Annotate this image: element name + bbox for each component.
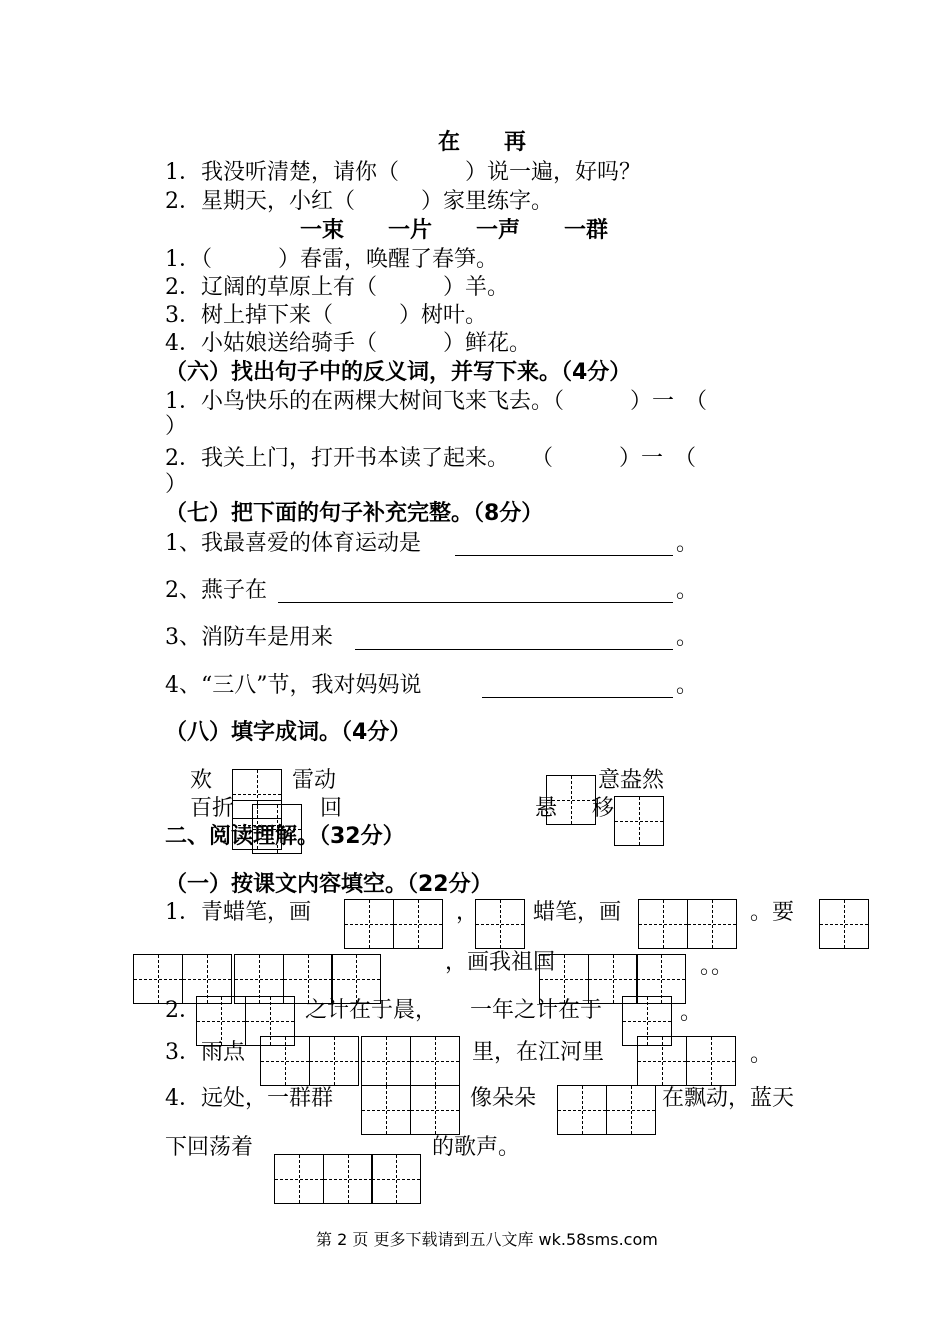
- tianzige-grid[interactable]: [614, 796, 663, 846]
- choice1-item-1: 1．我没听清楚，请你（ ）说一遍，好吗？: [165, 160, 641, 185]
- fill-1-e: ，画我祖国: [445, 950, 556, 975]
- tianzige-grid[interactable]: [819, 899, 868, 949]
- sentence-3-blank[interactable]: [355, 649, 673, 650]
- fill-2-a: 2．: [165, 998, 201, 1023]
- word-xuan: 悬: [535, 796, 558, 821]
- tianzige-grid[interactable]: [252, 804, 301, 854]
- sentence-2-blank[interactable]: [278, 602, 673, 603]
- tianzige-grid[interactable]: [638, 899, 735, 949]
- choice1-title: 在 再: [438, 130, 527, 155]
- sentence-1-suffix: 。: [676, 531, 699, 556]
- word-yi: 移: [592, 796, 615, 821]
- section6-heading: （六）找出句子中的反义词，并写下来。（4分）: [165, 360, 632, 385]
- tianzige-grid[interactable]: [557, 1085, 654, 1135]
- page-footer: 第 2 页 更多下载请到五八文库 wk.58sms.com: [316, 1230, 658, 1249]
- fill-1-f: 。。: [700, 954, 734, 979]
- fill-4-b: 像朵朵: [470, 1086, 537, 1111]
- fill-3-c: 。: [750, 1042, 773, 1067]
- part2-sub1-heading: （一）按课文内容填空。（22分）: [165, 872, 493, 897]
- tianzige-grid[interactable]: [361, 1036, 458, 1086]
- section8-heading: （八）填字成词。（4分）: [165, 720, 412, 745]
- sentence-3-suffix: 。: [676, 625, 699, 650]
- fill-4-e: 的歌声。: [432, 1135, 521, 1160]
- word-huan: 欢: [190, 768, 213, 793]
- fill-1-c: 蜡笔，画: [533, 900, 622, 925]
- section6-item-2-wrap: ）: [165, 472, 188, 497]
- sentence-2-prefix: 2、燕子在: [165, 578, 267, 603]
- section6-item-1-wrap: ）: [165, 414, 188, 439]
- fill-2-d: 。: [680, 1000, 703, 1025]
- word-baizhe: 百折: [190, 796, 235, 821]
- choice2-item-2: 2．辽阔的草原上有（ ）羊。: [165, 275, 509, 300]
- sentence-1-blank[interactable]: [455, 555, 673, 556]
- tianzige-grid[interactable]: [546, 775, 595, 825]
- tianzige-grid[interactable]: [260, 1036, 357, 1086]
- fill-4-d: 下回荡着: [165, 1135, 254, 1160]
- tianzige-grid[interactable]: [344, 899, 441, 949]
- choice2-item-4: 4．小姑娘送给骑手（ ）鲜花。: [165, 331, 531, 356]
- part2-heading: 二、阅读理解。（32分）: [165, 824, 405, 849]
- tianzige-grid[interactable]: [361, 1085, 458, 1135]
- section7-heading: （七）把下面的句子补充完整。（8分）: [165, 501, 544, 526]
- sentence-3-prefix: 3、消防车是用来: [165, 625, 333, 650]
- word-yiangran: 意盎然: [598, 768, 665, 793]
- tianzige-grid[interactable]: [274, 1154, 420, 1204]
- choice1-item-2: 2．星期天，小红（ ）家里练字。: [165, 189, 553, 214]
- section6-item-1: 1．小鸟快乐的在两棵大树间飞来飞去。（ ）一 （: [165, 389, 707, 414]
- sentence-4-suffix: 。: [676, 673, 699, 698]
- sentence-4-prefix: 4、“三八”节，我对妈妈说: [165, 673, 422, 698]
- fill-1-a: 1．青蜡笔，画: [165, 900, 311, 925]
- sentence-2-suffix: 。: [676, 578, 699, 603]
- choice2-item-3: 3．树上掉下来（ ）树叶。: [165, 303, 487, 328]
- tianzige-grid[interactable]: [637, 1036, 734, 1086]
- word-leidong: 雷动: [292, 768, 337, 793]
- fill-2-c: 一年之计在于: [470, 998, 603, 1023]
- fill-1-b: ，: [456, 900, 479, 925]
- choice2-item-1: 1．（ ）春雷，唤醒了春笋。: [165, 247, 498, 272]
- fill-4-a: 4．远处，一群群: [165, 1086, 333, 1111]
- fill-2-b: 之计在于晨，: [305, 998, 438, 1023]
- word-hui: 回: [320, 796, 343, 821]
- sentence-1-prefix: 1、我最喜爱的体育运动是: [165, 531, 421, 556]
- sentence-4-blank[interactable]: [482, 697, 673, 698]
- fill-3-b: 里，在江河里: [472, 1040, 605, 1065]
- tianzige-grid[interactable]: [475, 899, 524, 949]
- choice2-title: 一束 一片 一声 一群: [300, 218, 609, 243]
- fill-1-d: 。要: [750, 900, 795, 925]
- section6-item-2: 2．我关上门，打开书本读了起来。 （ ）一 （: [165, 446, 696, 471]
- fill-3-a: 3．雨点: [165, 1040, 245, 1065]
- fill-4-c: 在飘动，蓝天: [662, 1086, 795, 1111]
